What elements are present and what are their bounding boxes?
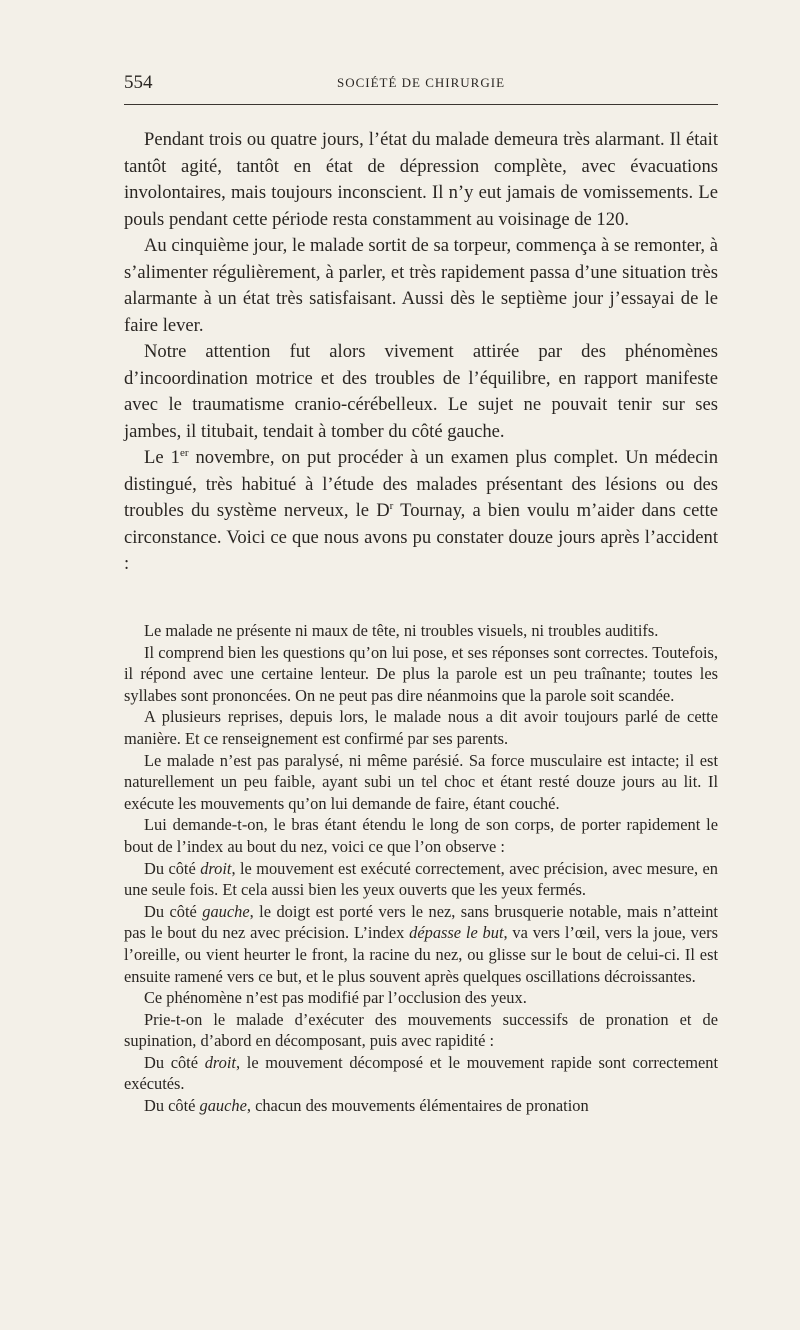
text-run: Du côté	[144, 858, 201, 878]
observation-paragraph: A plusieurs reprises, depuis lors, le malade nous a dit avoir toujours parlé de cette manière. Et ce renseignement est confirmé par ses parents.	[124, 707, 718, 748]
italic-text: droit	[200, 858, 232, 878]
page-header	[124, 72, 718, 96]
observation-paragraph	[124, 1095, 718, 1117]
text-run: Du côté	[144, 901, 203, 921]
observation-paragraph	[124, 1052, 718, 1095]
text-run: , le mouvement est exécuté correctement, avec précision, avec mesure, en une seule fois. Et cela aussi bien les yeux ouverts que les yeux fermés.	[124, 858, 719, 900]
text-run: , le mouvement décomposé et le mouvement rapide sont correctement exécutés.	[124, 1052, 719, 1094]
observation-paragraph: Le malade ne présente ni maux de tête, ni troubles visuels, ni troubles auditifs.	[144, 621, 659, 640]
main-text	[124, 127, 718, 578]
observation-paragraph: Le malade n’est pas paralysé, ni même parésié. Sa force musculaire est intacte; il est naturellement un peu faible, ayant subi un tel choc et étant resté douze jours au lit. Il exécute les mouvements qu’on lui demande de faire, étant couché.	[124, 750, 718, 813]
text-run: novembre, on put procéder à un examen plus complet. Un médecin distingué, très habitué à l’étude des malades présentant des lésions ou des troubles du système nerveux, le D	[124, 447, 719, 521]
observation-paragraph: Il comprend bien les questions qu’on lui pose, et ses réponses sont correctes. Toutefois, il répond avec une certaine lenteur. De plus la parole est un peu traînante; toutes les syllabes sont prononcées. On ne peut pas dire néanmoins que la parole soit scandée.	[124, 642, 718, 705]
observation-text	[124, 620, 718, 1117]
text-run: Le 1	[144, 447, 180, 468]
italic-text: gauche	[202, 901, 250, 921]
observation-paragraph: Prie-t-on le malade d’exécuter des mouvements successifs de pronation et de supination, d’abord en décomposant, puis avec rapidité :	[124, 1009, 718, 1051]
paragraph: Pendant trois ou quatre jours, l’état du malade demeura très alarmant. Il était tantôt agité, tantôt en état de dépression complète, avec évacuations involontaires, mais toujours inconscient. Il n’y eut jamais de vomissements. Le pouls pendant cette période resta constamment au voisinage de 120.	[124, 129, 718, 230]
italic-text: dépasse le but	[409, 923, 504, 943]
page-number: 554	[124, 72, 153, 93]
paragraph: Au cinquième jour, le malade sortit de sa torpeur, commença à se remonter, à s’alimenter régulièrement, à parler, et très rapidement passa d’une situation très alarmante à un état très satisfaisant. Aussi dès le septième jour j’essayai de le faire lever.	[124, 235, 718, 336]
observation-paragraph	[124, 858, 718, 901]
observation-paragraph: Lui demande-t-on, le bras étant étendu le long de son corps, de porter rapidement le bout de l’index au bout du nez, voici ce que l’on observe :	[124, 815, 718, 856]
running-title: SOCIÉTÉ DE CHIRURGIE	[336, 75, 506, 90]
text-run: , chacun des mouvements élémentaires de pronation	[246, 1096, 589, 1116]
text-run: , va vers l’œil, vers la joue, vers l’oreille, ou vient heurter le front, la racine du nez, ou glisse sur le bout de celui-ci. Il est ensuite ramené vers ce but, et le plus souvent après quelques oscillations décroissantes.	[124, 923, 718, 986]
italic-text: droit	[204, 1052, 236, 1072]
text-run: Du côté	[144, 1052, 205, 1072]
text-run: Tournay, a bien voulu m’aider dans cette circonstance. Voici ce que nous avons pu constater douze jours après l’accident :	[124, 500, 718, 574]
italic-text: gauche	[199, 1096, 247, 1116]
paragraph: Notre attention fut alors vivement attirée par des phénomènes d’incoordination motrice et des troubles de l’équilibre, en rapport manifeste avec le traumatisme cranio-cérébelleux. Le sujet ne pouvait tenir sur ses jambes, il titubait, tendait à tomber du côté gauche.	[124, 341, 718, 442]
text-run: , le doigt est porté vers le nez, sans brusquerie notable, mais n’atteint pas le bout du nez avec précision. L’index	[124, 901, 718, 943]
superscript: er	[179, 446, 189, 459]
paragraph	[124, 445, 718, 578]
observation-paragraph	[124, 901, 718, 987]
text-run: Du côté	[144, 1096, 200, 1116]
superscript: r	[389, 499, 394, 512]
observation-paragraph: Ce phénomène n’est pas modifié par l’occlusion des yeux.	[144, 988, 527, 1008]
header-rule	[124, 104, 718, 105]
